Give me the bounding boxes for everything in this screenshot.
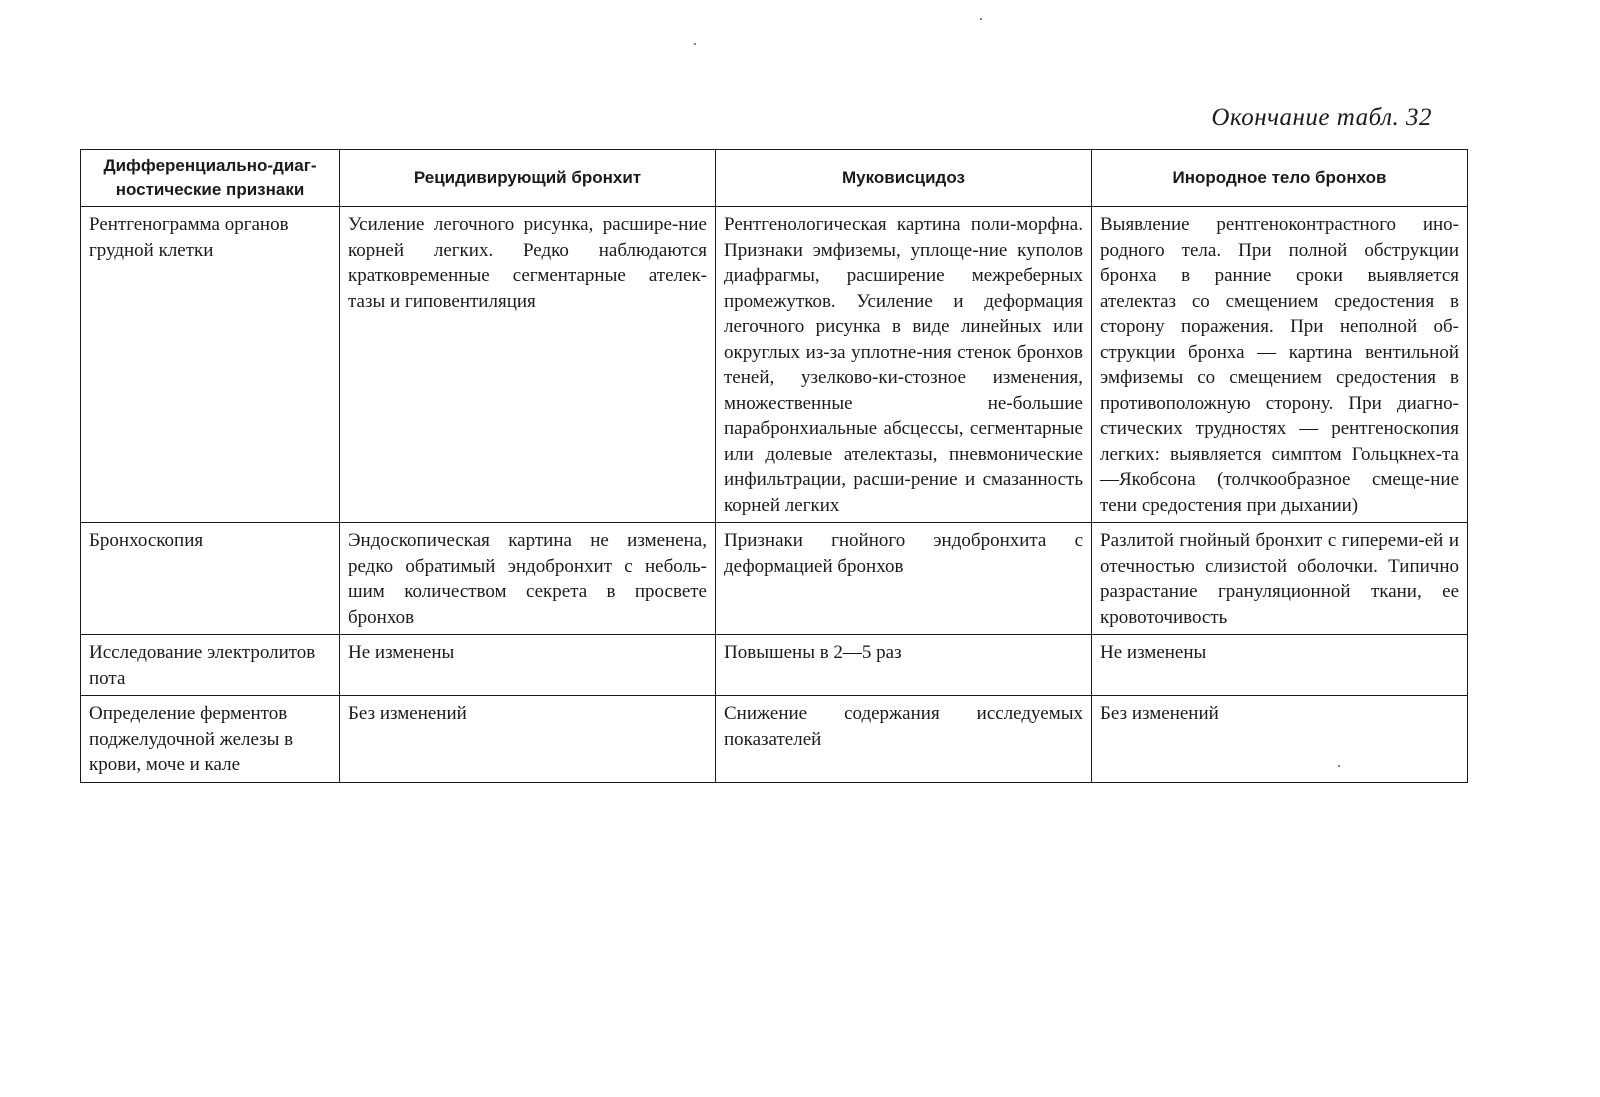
table-header-row [81, 150, 1468, 207]
row-criterion-cell: Бронхоскопия [81, 523, 340, 635]
header-foreign-body: Инородное тело бронхов [1092, 150, 1468, 207]
foreign-body-cell: Выявление рентгеноконтрастного ино-родного тела. При полной обструкции бронха в ранние сроки выявляется ателектаз со смещением средостения в сторону поражения. При неполной об-струкции бронха — картина вентильной эмфиземы со смещением средостения в противоположную сторону. При диагно-стических трудностях — рентгеноскопия легких: выявляется симптом Гольцкнех-та—Якобсона (толчкообразное смеще-ние тени средостения при дыхании) [1092, 207, 1468, 523]
table-row [81, 523, 1468, 635]
row-criterion-cell: Исследование электролитов пота [81, 635, 340, 696]
header-criteria: Дифференциально-диаг-ностические признаки [81, 150, 340, 207]
cystic-fibrosis-cell: Снижение содержания исследуемых показателей [716, 696, 1092, 783]
recurrent-bronchitis-cell: Эндоскопическая картина не изменена, редко обратимый эндобронхит с неболь-шим количеством секрета в просвете бронхов [340, 523, 716, 635]
recurrent-bronchitis-cell: Не изменены [340, 635, 716, 696]
table-row [81, 207, 1468, 523]
foreign-body-cell: Разлитой гнойный бронхит с гипереми-ей и отечностью слизистой оболочки. Типично разрастание грануляционной ткани, ее кровоточивость [1092, 523, 1468, 635]
table-caption: Окончание табл. 32 [1211, 104, 1432, 131]
recurrent-bronchitis-cell: Без изменений [340, 696, 716, 783]
table-row [81, 635, 1468, 696]
header-recurrent-bronchitis: Рецидивирующий бронхит [340, 150, 716, 207]
row-criterion-cell: Определение ферментов поджелудочной железы в крови, моче и кале [81, 696, 340, 783]
row-criterion-cell: Рентгенограмма органов грудной клетки [81, 207, 340, 523]
foreign-body-cell: Не изменены [1092, 635, 1468, 696]
scan-speck [980, 18, 982, 20]
cystic-fibrosis-cell: Повышены в 2—5 раз [716, 635, 1092, 696]
scan-speck [694, 43, 696, 45]
cystic-fibrosis-cell: Рентгенологическая картина поли-морфна. Признаки эмфиземы, уплоще-ние куполов диафрагмы, расширение межреберных промежутков. Усиление и деформация легочного рисунка в виде линейных или округлых из-за уплотне-ния стенок бронхов теней, узелково-ки-стозное изменения, множественные не-большие парабронхиальные абсцессы, сегментарные или долевые ателектазы, пневмонические инфильтрации, расши-рение и смазанность корней легких [716, 207, 1092, 523]
table-row [81, 696, 1468, 783]
foreign-body-cell: Без изменений [1092, 696, 1468, 783]
recurrent-bronchitis-cell: Усиление легочного рисунка, расшире-ние корней легких. Редко наблюдаются кратковременные сегментарные ателек-тазы и гиповентиляция [340, 207, 716, 523]
header-cystic-fibrosis: Муковисцидоз [716, 150, 1092, 207]
differential-diagnosis-table [80, 149, 1468, 783]
scan-speck [1338, 765, 1340, 767]
cystic-fibrosis-cell: Признаки гнойного эндобронхита с деформацией бронхов [716, 523, 1092, 635]
